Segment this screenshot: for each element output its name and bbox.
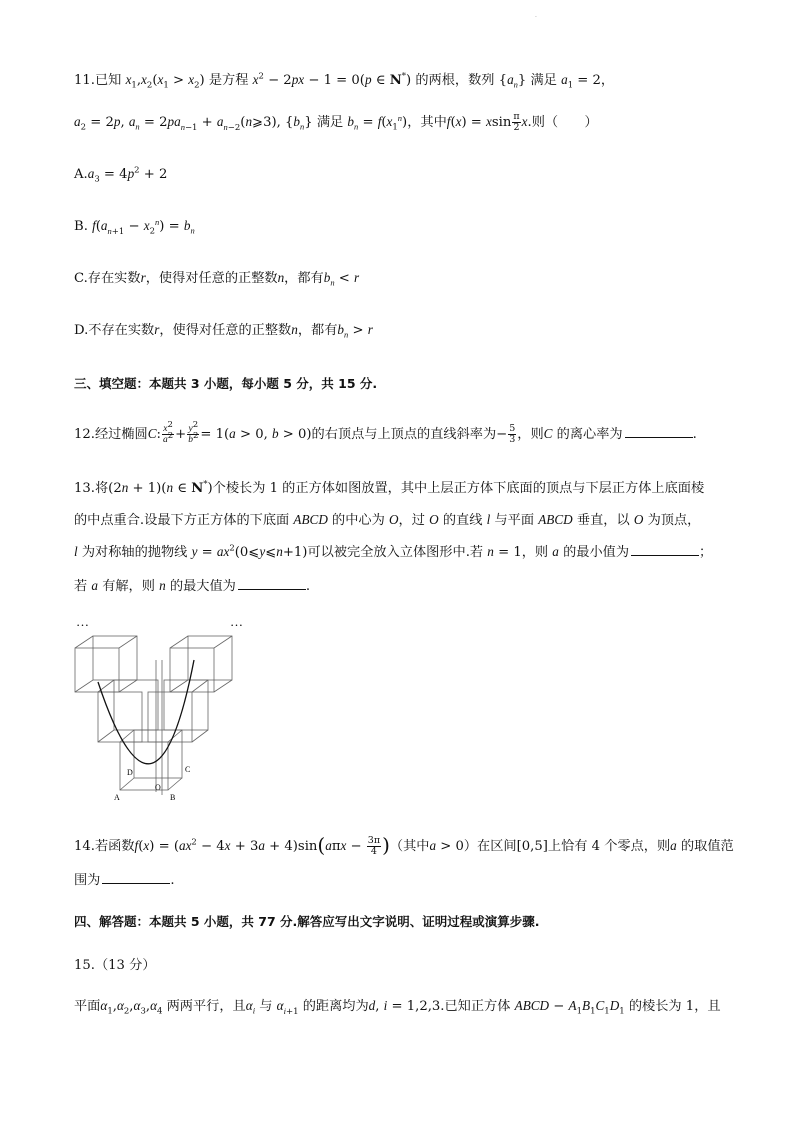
label-d: D	[127, 768, 133, 777]
q15-text: 平面$\alpha_1,\alpha_2,\alpha_3,\alpha_4$ 两两平行，且$\alpha_i$ 与 $\alpha_{i+1}$ 的距离均为d, i = 1,2,3.已知正方体 ABCD − $A_1B_1C_1D_1$ 的棱长为 1，且	[74, 998, 721, 1017]
q14-line2: 围为 .	[74, 870, 175, 891]
q11-option-b: B. $f(a_{n+1} - x_2^n) = b_n$	[74, 216, 195, 237]
label-o: O	[155, 783, 161, 792]
ellipsis-left: …	[76, 614, 89, 629]
label-c: C	[185, 765, 191, 774]
q11-line1: 11.已知 $x_1,x_2(x_1 > x_2)$ 是方程 $x^2 - 2px - 1 = 0(p$ ∈ N*) 的两根，数列 $\{a_n\}$ 满足 $a_1 = 2$，	[74, 71, 615, 91]
cube-stack-figure	[70, 610, 260, 810]
q15-title: 15.（13 分）	[74, 958, 156, 973]
q13-blank-1[interactable]	[631, 542, 699, 556]
q13-blank-2[interactable]	[238, 576, 306, 590]
header-mark: .	[535, 12, 537, 19]
q14-answer-blank[interactable]	[102, 870, 170, 884]
section-4-heading: 四、解答题：本题共 5 小题，共 77 分.解答应写出文字说明、证明过程或演算步骤.	[74, 914, 540, 929]
section-3-heading: 三、填空题：本题共 3 小题，每小题 5 分，共 15 分.	[74, 376, 378, 391]
q13-line4: 若 a 有解，则 n 的最大值为 .	[74, 578, 311, 594]
q12: 12.经过椭圆C: $\frac{x^2}{a^2}$ + $\frac{y^2}{b^2}$ = 1(a > 0, b > 0)的右顶点与上顶点的直线斜率为− $\frac{5}{3}$ ，则C 的离心率为 .	[74, 419, 697, 445]
ellipsis-right: …	[230, 614, 243, 629]
q13-line3: l 为对称轴的抛物线 $y = ax^2(0⩽y⩽n+1)$可以被完全放入立体图形中.若 n = 1，则 a 的最小值为 ；	[74, 543, 713, 560]
q12-answer-blank[interactable]	[625, 424, 693, 438]
q13-line1: 13.将(2n + 1)(n ∈ N*)个棱长为 1 的正方体如图放置，其中上层正方体下底面的顶点与下层正方体上底面棱	[74, 479, 705, 496]
q11-line2: $a_2 = 2p$, $a_n = 2pa_{n-1}$ + $a_{n-2}(n⩾3)$, $\{b_n\}$ 满足 $b_n = f(x_1^n)$，其中f(x) = xsin $\frac{\pi}{2}$ x.则（ ）	[74, 111, 598, 133]
q14-line1: 14.若函数$f(x) = (ax^2 - 4x + 3a + 4)\sin(a\pi x$ − $\frac{3\pi}{4}$ )（其中a > 0）在区间[0,5]上恰有 4 个零点，则a 的取值范	[74, 833, 734, 857]
label-a: A	[114, 793, 120, 802]
label-b: B	[170, 793, 176, 802]
q13-line2: 的中点重合.设最下方正方体的下底面 ABCD 的中心为 O，过 O 的直线 l 与平面 ABCD 垂直，以 O 为顶点，	[74, 512, 701, 528]
q11-option-d: D.不存在实数r，使得对任意的正整数n，都有$b_n > r$	[74, 322, 373, 340]
parabola-curve	[98, 660, 194, 764]
q11-option-a: $A.a_3 = 4p^2 + 2$	[74, 165, 168, 185]
q11-option-c: C.存在实数r，使得对任意的正整数n，都有$b_n < r$	[74, 270, 360, 288]
